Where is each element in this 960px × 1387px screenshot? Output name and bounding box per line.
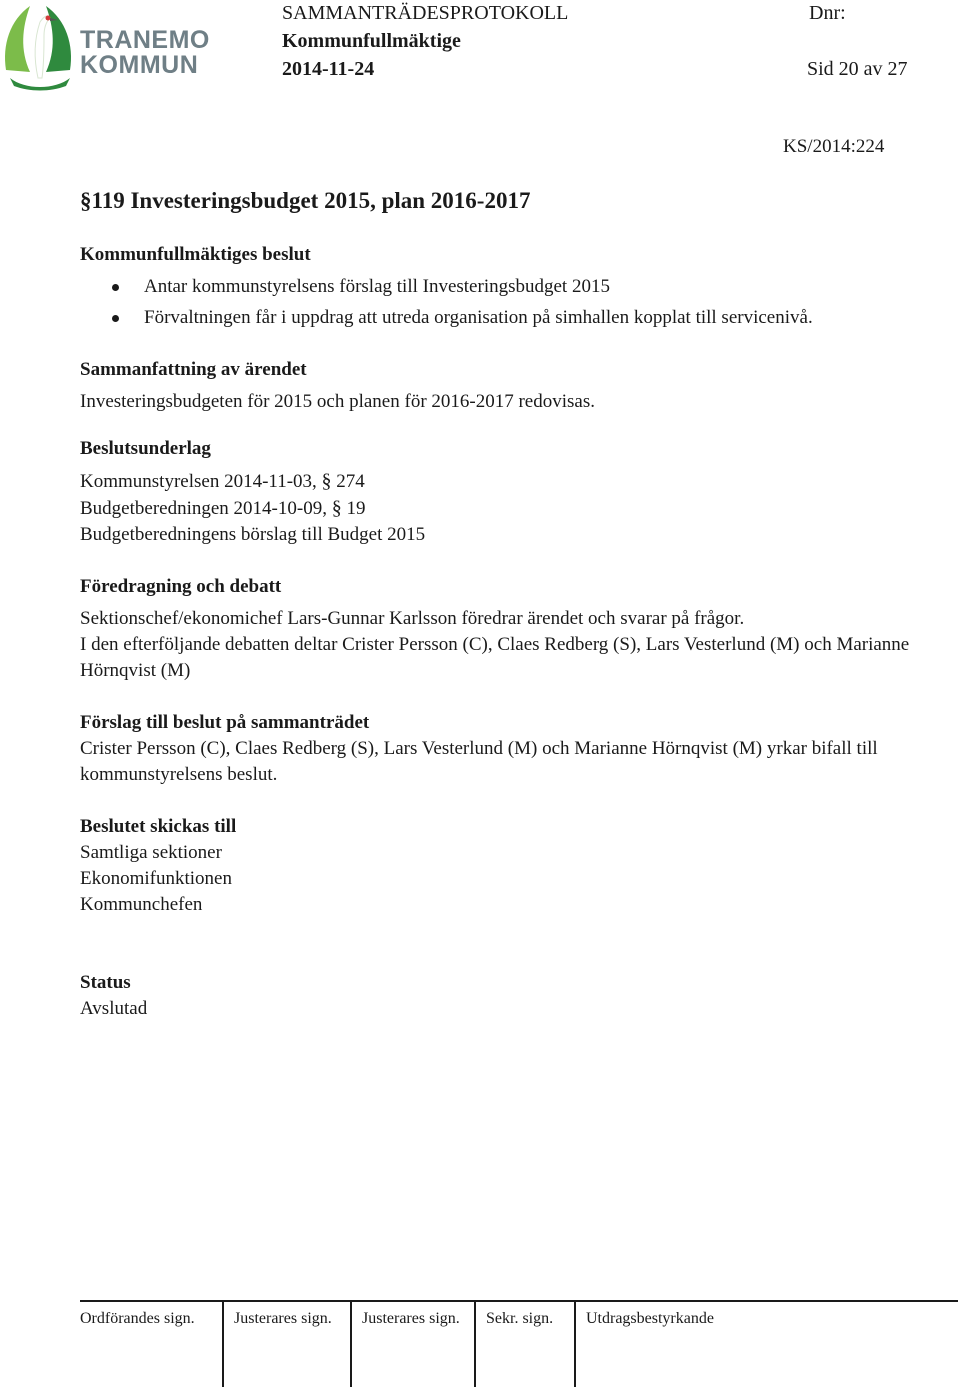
decision-heading: Kommunfullmäktiges beslut	[80, 244, 311, 265]
basis-item: Budgetberedningen 2014-10-09, § 19	[80, 497, 366, 519]
status-heading: Status	[80, 972, 131, 993]
list-item: Förvaltningen får i uppdrag att utreda organisation på simhallen kopplat till servicenivå.	[80, 305, 920, 331]
presentation-heading: Föredragning och debatt	[80, 576, 282, 597]
signature-cell: Utdragsbestyrkande	[574, 1302, 958, 1387]
presentation-line: Sektionschef/ekonomichef Lars-Gunnar Karlsson föredrar ärendet och svarar på frågor.	[80, 608, 745, 629]
logo-line-2: KOMMUN	[80, 51, 199, 79]
summary-heading: Sammanfattning av ärendet	[80, 359, 307, 380]
signature-cell: Sekr. sign.	[474, 1302, 574, 1387]
sent-to-item: Ekonomifunktionen	[80, 868, 232, 889]
section-sign: §	[331, 497, 342, 519]
document-body	[80, 186, 920, 1022]
meeting-body: Kommunfullmäktige	[282, 30, 461, 52]
basis-heading: Beslutsunderlag	[80, 438, 211, 459]
sent-to-item: Samtliga sektioner	[80, 842, 222, 863]
signature-cell: Justerares sign.	[350, 1302, 474, 1387]
proposal-heading: Förslag till beslut på sammanträdet	[80, 712, 370, 733]
basis-item: Kommunstyrelsen 2014-11-03, § 274	[80, 470, 365, 492]
signature-block	[80, 1300, 958, 1387]
signature-cell: Ordförandes sign.	[80, 1310, 195, 1327]
summary-text: Investeringsbudgeten för 2015 och planen för 2016-2017 redovisas.	[80, 391, 595, 412]
case-id: KS/2014:224	[783, 136, 885, 157]
page-number: Sid 20 av 27	[807, 58, 908, 80]
dnr-label: Dnr:	[809, 2, 846, 24]
sent-to-heading: Beslutet skickas till	[80, 816, 237, 837]
signature-cell: Justerares sign.	[222, 1302, 350, 1387]
status-value: Avslutad	[80, 998, 148, 1019]
crane-emblem-icon	[0, 0, 80, 92]
tranemo-kommun-logo	[0, 0, 210, 92]
bullet-icon	[112, 284, 119, 291]
document-type: SAMMANTRÄDESPROTOKOLL	[282, 2, 569, 24]
proposal-text: Crister Persson (C), Claes Redberg (S), Lars Vesterlund (M) och Marianne Hörnqvist (M) yrkar bifall till kommunstyrelsens beslut.	[80, 738, 878, 785]
logo-line-1: TRANEMO	[80, 26, 210, 54]
page-title: §119 Investeringsbudget 2015, plan 2016-2017	[80, 188, 531, 213]
bullet-icon	[112, 315, 119, 322]
meeting-date: 2014-11-24	[282, 58, 375, 80]
sent-to-item: Kommunchefen	[80, 894, 203, 915]
presentation-line: I den efterföljande debatten deltar Crister Persson (C), Claes Redberg (S), Lars Vesterlund (M) och Marianne Hörnqvist (M)	[80, 634, 910, 681]
decision-list	[80, 274, 920, 331]
section-sign: §	[321, 470, 332, 492]
basis-item: Budgetberedningens börslag till Budget 2015	[80, 524, 426, 545]
list-item: Antar kommunstyrelsens förslag till Investeringsbudget 2015	[80, 274, 920, 300]
